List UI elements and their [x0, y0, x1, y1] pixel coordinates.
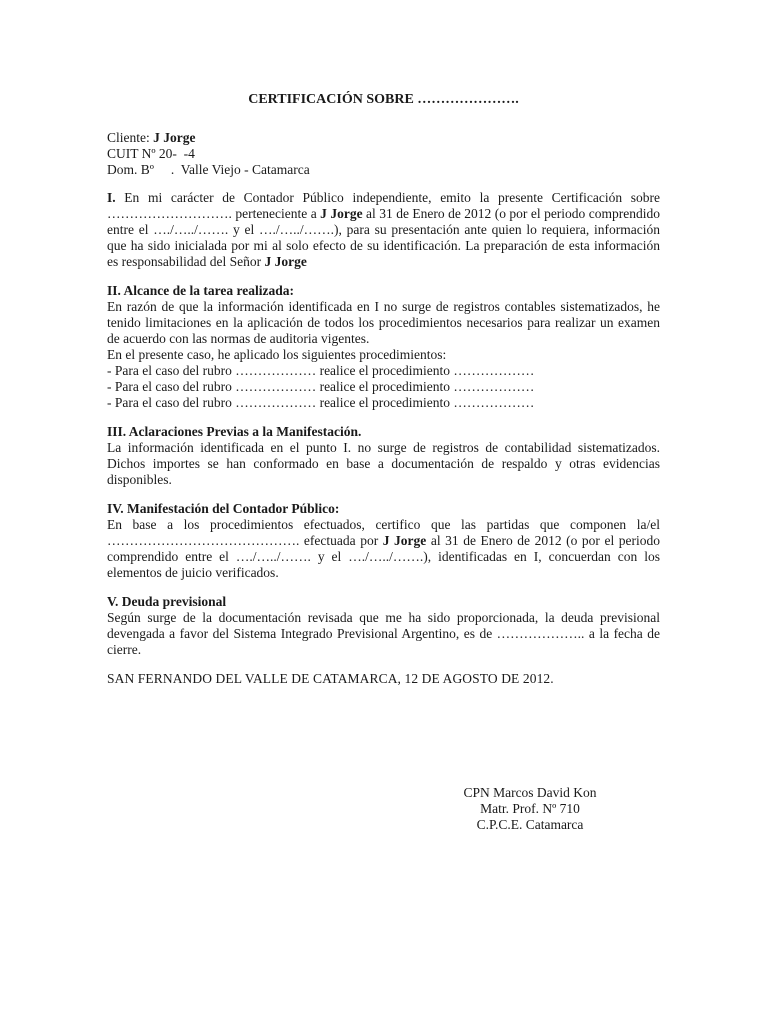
section-2-heading: II. Alcance de la tarea realizada:: [107, 283, 294, 298]
section-1-numeral: I.: [107, 190, 116, 205]
document-body: [107, 92, 660, 687]
section-2-paragraph-2: En el presente caso, he aplicado los siguientes procedimientos:: [107, 347, 447, 362]
section-4-heading: IV. Manifestación del Contador Público:: [107, 501, 340, 516]
section-3-heading: III. Aclaraciones Previas a la Manifestación.: [107, 424, 362, 439]
document-title: CERTIFICACIÓN SOBRE ………………….: [248, 92, 519, 107]
section-5-paragraph: Según surge de la documentación revisada que me ha sido proporcionada, la deuda previsional devengada a favor del Sistema Integrado Previsional Argentino, es de ……………….. a la fecha de cierre.: [107, 610, 660, 657]
section-4-client-name: J Jorge: [382, 533, 427, 548]
section-5: [107, 594, 660, 658]
section-3-paragraph: La información identificada en el punto I. no surge de registros de contabilidad sistematizados. Dichos importes se han conformado en base a documentación de respaldo y otras evidencias disponibles.: [107, 440, 660, 487]
client-info: [107, 130, 660, 178]
cuit-line: CUIT Nº 20- -4: [107, 146, 195, 161]
signatory-council: C.P.C.E. Catamarca: [476, 817, 584, 832]
place-and-date: SAN FERNANDO DEL VALLE DE CATAMARCA, 12 DE AGOSTO DE 2012.: [107, 671, 554, 686]
procedure-item: - Para el caso del rubro ……………… realice el procedimiento ………………: [107, 363, 535, 378]
section-2-paragraph-1: En razón de que la información identificada en I no surge de registros contables sistematizados, he tenido limitaciones en la aplicación de todos los procedimientos necesarios para realizar un examen de acuerdo con las normas de auditoria vigentes.: [107, 299, 660, 346]
section-5-heading: V. Deuda previsional: [107, 594, 227, 609]
section-3: [107, 424, 660, 488]
section-2: [107, 283, 660, 411]
section-1-client-name-2: J Jorge: [264, 254, 307, 269]
signatory-name: CPN Marcos David Kon: [463, 785, 597, 800]
section-4-paragraph: [107, 517, 660, 581]
section-1: [107, 190, 660, 270]
signatory-registration: Matr. Prof. Nº 710: [480, 801, 580, 816]
client-label: Cliente:: [107, 130, 154, 145]
section-1-text-a: En mi carácter de Contador Público independiente, emito la presente Certificación sobre ………………………. perteneciente a: [107, 190, 660, 221]
section-4-text-b: al 31 de Enero de 2012 (o por el periodo comprendido entre el …./…../……. y el …./…../…….), identificadas en I, concuerdan con los elementos de juicio verificados.: [107, 533, 661, 580]
section-1-client-name: J Jorge: [320, 206, 363, 221]
signature-block: [430, 785, 630, 833]
procedure-item: - Para el caso del rubro ……………… realice el procedimiento ………………: [107, 379, 535, 394]
section-1-text-b: al 31 de Enero de 2012 (o por el periodo comprendido entre el …./…../……. y el …./…../…….), para su presentación ante quien lo requiera, información que ha sido inicialada por mi al solo efecto de su identificación. La preparación de esta información es responsabilidad del Señor: [107, 206, 660, 269]
section-4: [107, 501, 660, 581]
client-line: [107, 130, 660, 146]
procedure-item: - Para el caso del rubro ……………… realice el procedimiento ………………: [107, 395, 535, 410]
address-line: Dom. Bº . Valle Viejo - Catamarca: [107, 162, 310, 177]
section-1-paragraph: [107, 190, 660, 270]
section-4-text-a: En base a los procedimientos efectuados, certifico que las partidas que componen la/el ……………………………………. efectuada por: [107, 517, 660, 548]
client-name: J Jorge: [153, 130, 196, 145]
